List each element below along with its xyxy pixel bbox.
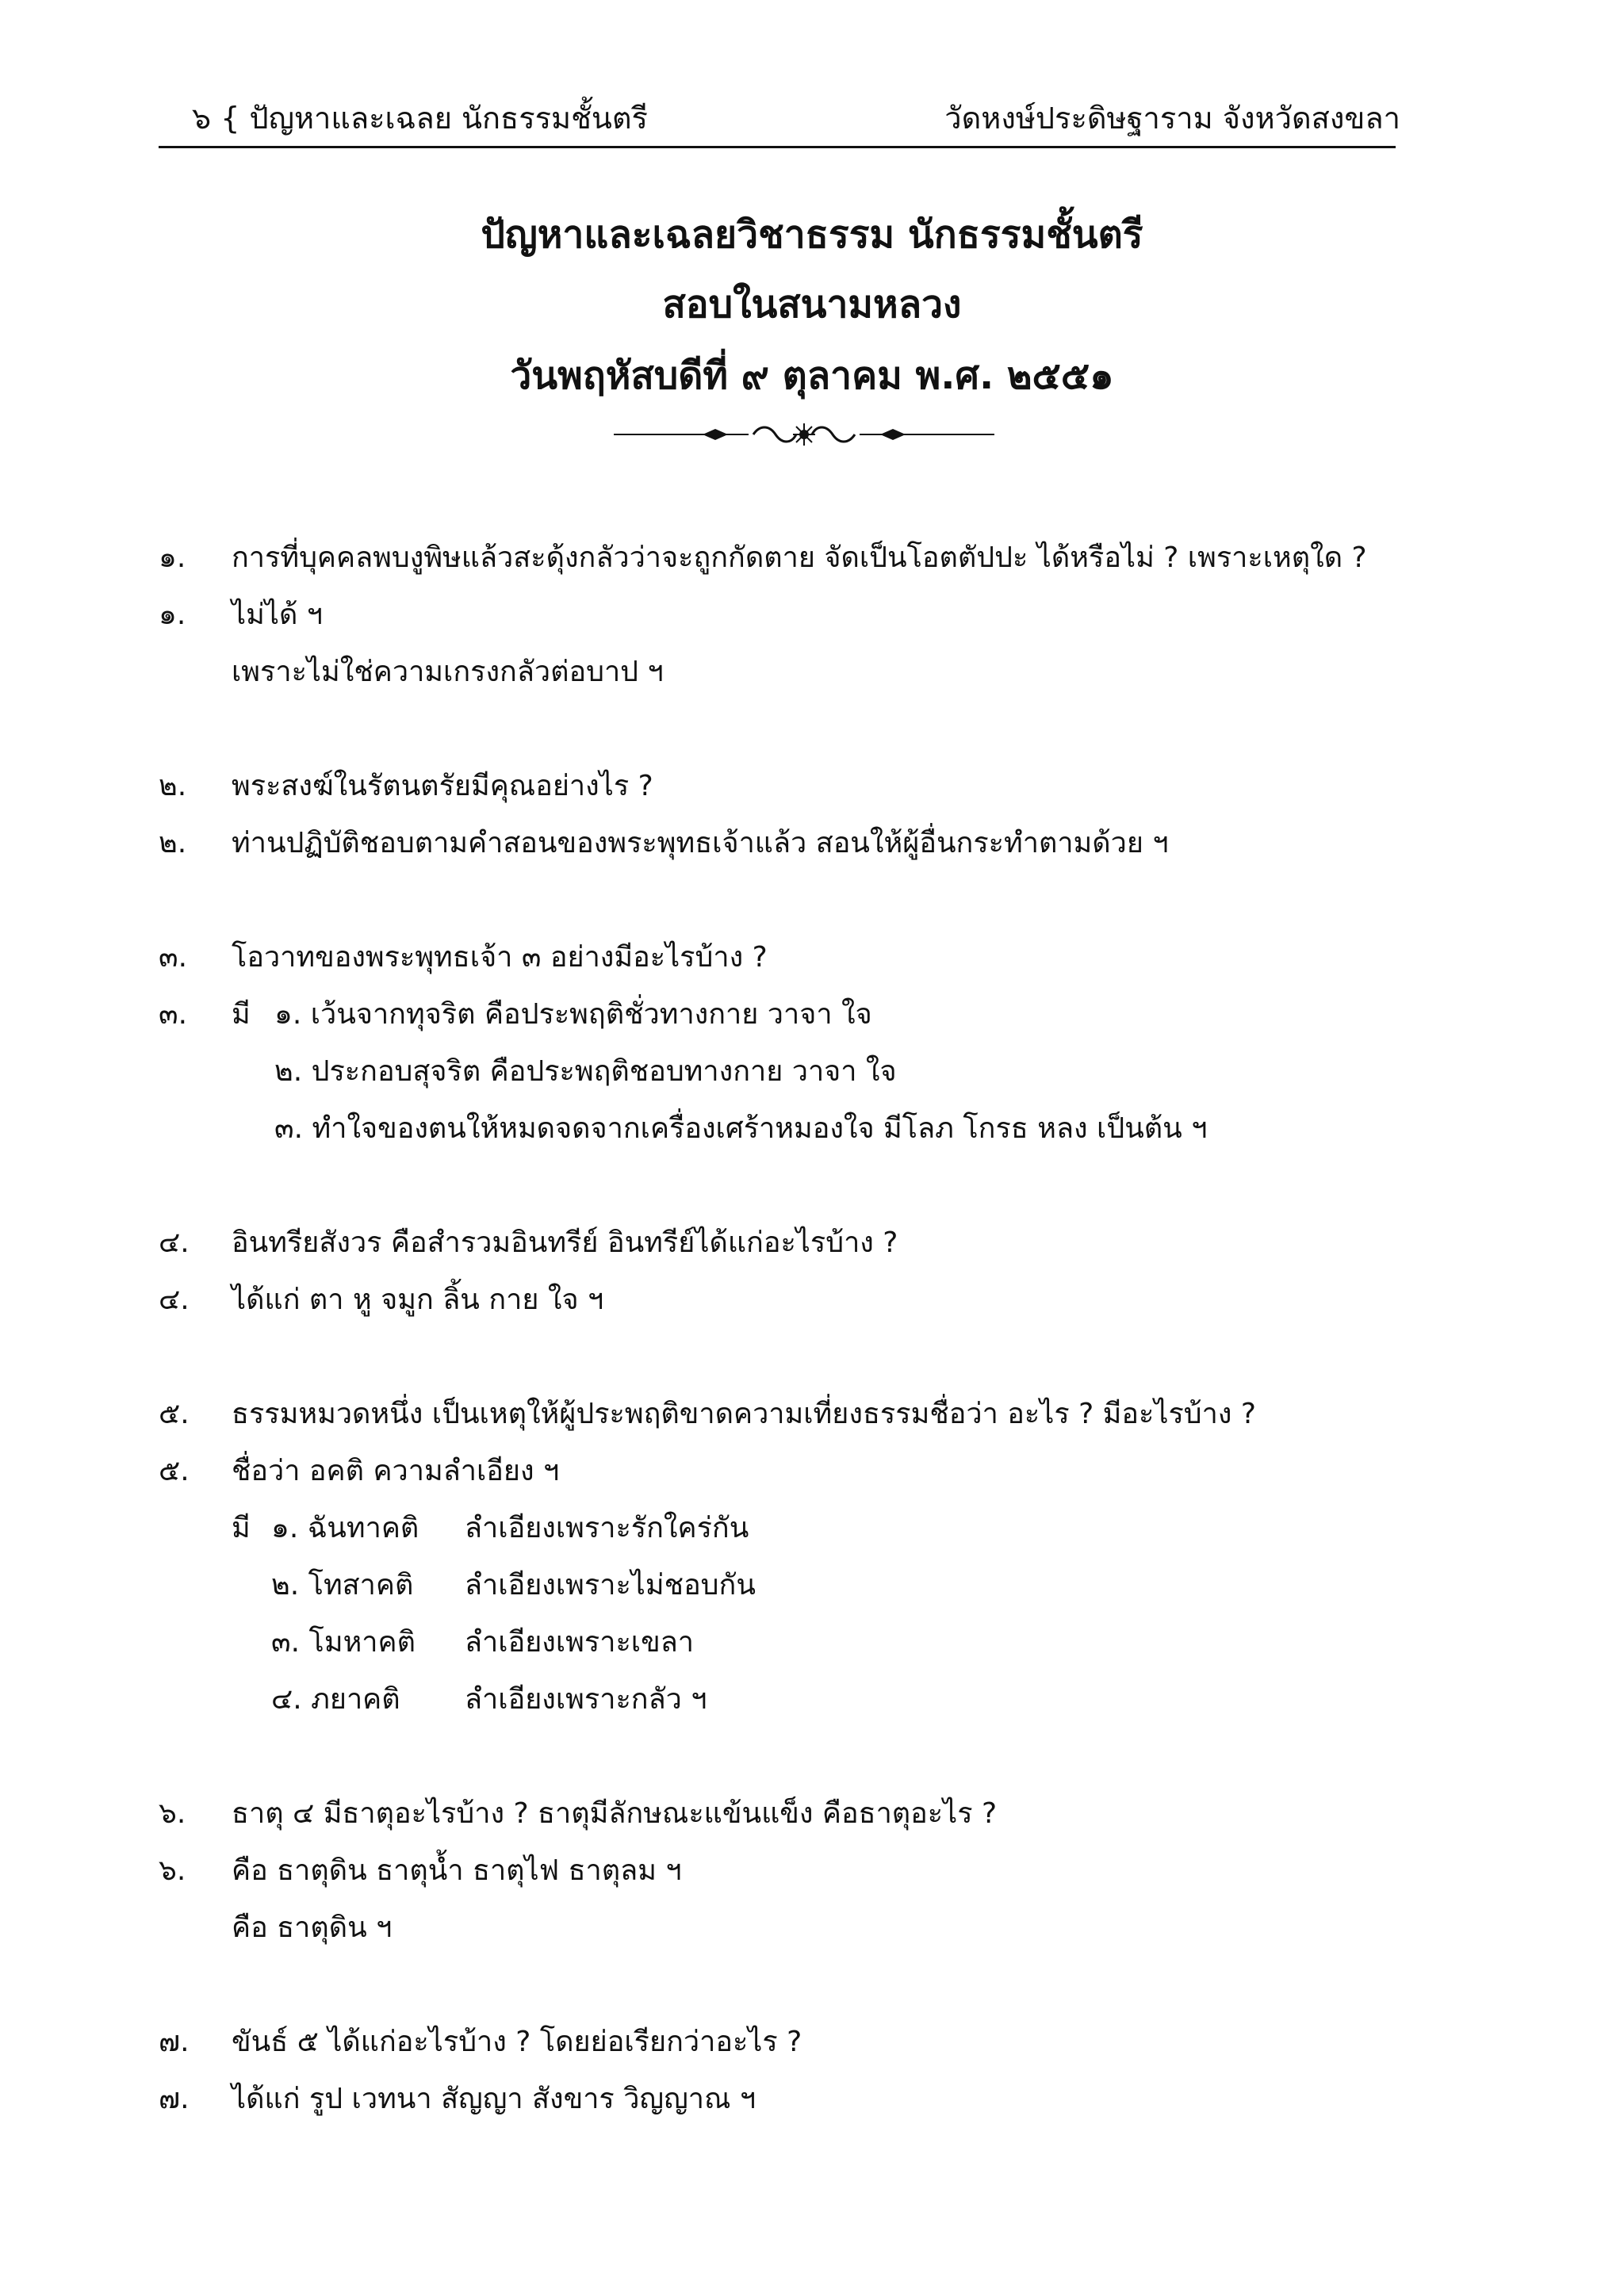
answer-number: ๗.	[159, 2083, 190, 2115]
question-number: ๖.	[159, 1797, 186, 1830]
answer-text: ชื่อว่า อคติ ความลำเอียง ฯ	[232, 1455, 560, 1487]
answer-text: คือ ธาตุดิน ฯ	[232, 1911, 393, 1944]
answer-lead: มี	[232, 998, 251, 1031]
question-text: โอวาทของพระพุทธเจ้า ๓ อย่างมีอะไรบ้าง ?	[232, 941, 768, 974]
answer-text: ได้แก่ ตา หู จมูก ลิ้น กาย ใจ ฯ	[232, 1284, 604, 1316]
question-number: ๓.	[159, 941, 188, 974]
agati-term: ๑. ฉันทาคติ	[271, 1512, 419, 1544]
answer-number: ๓.	[159, 998, 188, 1031]
agati-term: ๓. โมหาคติ	[271, 1626, 416, 1659]
document-subtitle: สอบในสนามหลวง	[662, 282, 962, 327]
question-text: ธาตุ ๔ มีธาตุอะไรบ้าง ? ธาตุมีลักษณะแข้นแข็ง คือธาตุอะไร ?	[232, 1797, 998, 1830]
agati-meaning: ลำเอียงเพราะไม่ชอบกัน	[465, 1569, 756, 1601]
agati-meaning: ลำเอียงเพราะกลัว ฯ	[465, 1683, 707, 1716]
agati-term: ๒. โทสาคติ	[271, 1569, 414, 1601]
answer-number: ๔.	[159, 1284, 190, 1316]
answer-number: ๖.	[159, 1854, 186, 1887]
answer-list-item: ๓. ทำใจของตนให้หมดจดจากเครื่องเศร้าหมองใจ มีโลภ โกรธ หลง เป็นต้น ฯ	[274, 1112, 1208, 1145]
answer-list-item: ๒. ประกอบสุจริต คือประพฤติชอบทางกาย วาจา ใจ	[274, 1055, 897, 1088]
exam-date: วันพฤหัสบดีที่ ๙ ตุลาคม พ.ศ. ๒๕๕๑	[510, 354, 1114, 398]
answer-lead: มี	[232, 1512, 251, 1544]
question-number: ๑.	[159, 541, 186, 574]
answer-text: คือ ธาตุดิน ธาตุน้ำ ธาตุไฟ ธาตุลม ฯ	[232, 1854, 682, 1887]
question-text: การที่บุคคลพบงูพิษแล้วสะดุ้งกลัวว่าจะถูกกัดตาย จัดเป็นโอตตัปปะ ได้หรือไม่ ? เพราะเหตุใด ?	[232, 541, 1367, 574]
header-rule	[159, 146, 1396, 148]
ornament-divider-icon	[614, 419, 994, 450]
answer-text: เพราะไม่ใช่ความเกรงกลัวต่อบาป ฯ	[232, 656, 664, 688]
document-title: ปัญหาและเฉลยวิชาธรรม นักธรรมชั้นตรี	[481, 212, 1143, 257]
question-number: ๗.	[159, 2026, 190, 2058]
answer-text: ท่านปฏิบัติชอบตามคำสอนของพระพุทธเจ้าแล้ว สอนให้ผู้อื่นกระทำตามด้วย ฯ	[232, 827, 1169, 859]
answer-number: ๒.	[159, 827, 187, 859]
agati-meaning: ลำเอียงเพราะเขลา	[465, 1626, 694, 1659]
question-text: พระสงฆ์ในรัตนตรัยมีคุณอย่างไร ?	[232, 770, 653, 802]
answer-number: ๑.	[159, 599, 186, 631]
question-text: อินทรียสังวร คือสำรวมอินทรีย์ อินทรีย์ได้แก่อะไรบ้าง ?	[232, 1226, 898, 1259]
answer-text: ไม่ได้ ฯ	[232, 599, 323, 631]
page-header-left: ๖ { ปัญหาและเฉลย นักธรรมชั้นตรี	[192, 101, 648, 136]
answer-number: ๕.	[159, 1455, 190, 1487]
page-header-right: วัดหงษ์ประดิษฐาราม จังหวัดสงขลา	[944, 101, 1400, 136]
answer-list-item: ๑. เว้นจากทุจริต คือประพฤติชั่วทางกาย วาจา ใจ	[274, 998, 872, 1031]
agati-meaning: ลำเอียงเพราะรักใคร่กัน	[465, 1512, 749, 1544]
question-number: ๔.	[159, 1226, 190, 1259]
question-number: ๕.	[159, 1398, 190, 1430]
agati-term: ๔. ภยาคติ	[271, 1683, 400, 1716]
question-text: ขันธ์ ๕ ได้แก่อะไรบ้าง ? โดยย่อเรียกว่าอะไร ?	[232, 2026, 802, 2058]
answer-text: ได้แก่ รูป เวทนา สัญญา สังขาร วิญญาณ ฯ	[232, 2083, 756, 2115]
question-text: ธรรมหมวดหนึ่ง เป็นเหตุให้ผู้ประพฤติขาดความเที่ยงธรรมชื่อว่า อะไร ? มีอะไรบ้าง ?	[232, 1398, 1256, 1430]
question-number: ๒.	[159, 770, 187, 802]
